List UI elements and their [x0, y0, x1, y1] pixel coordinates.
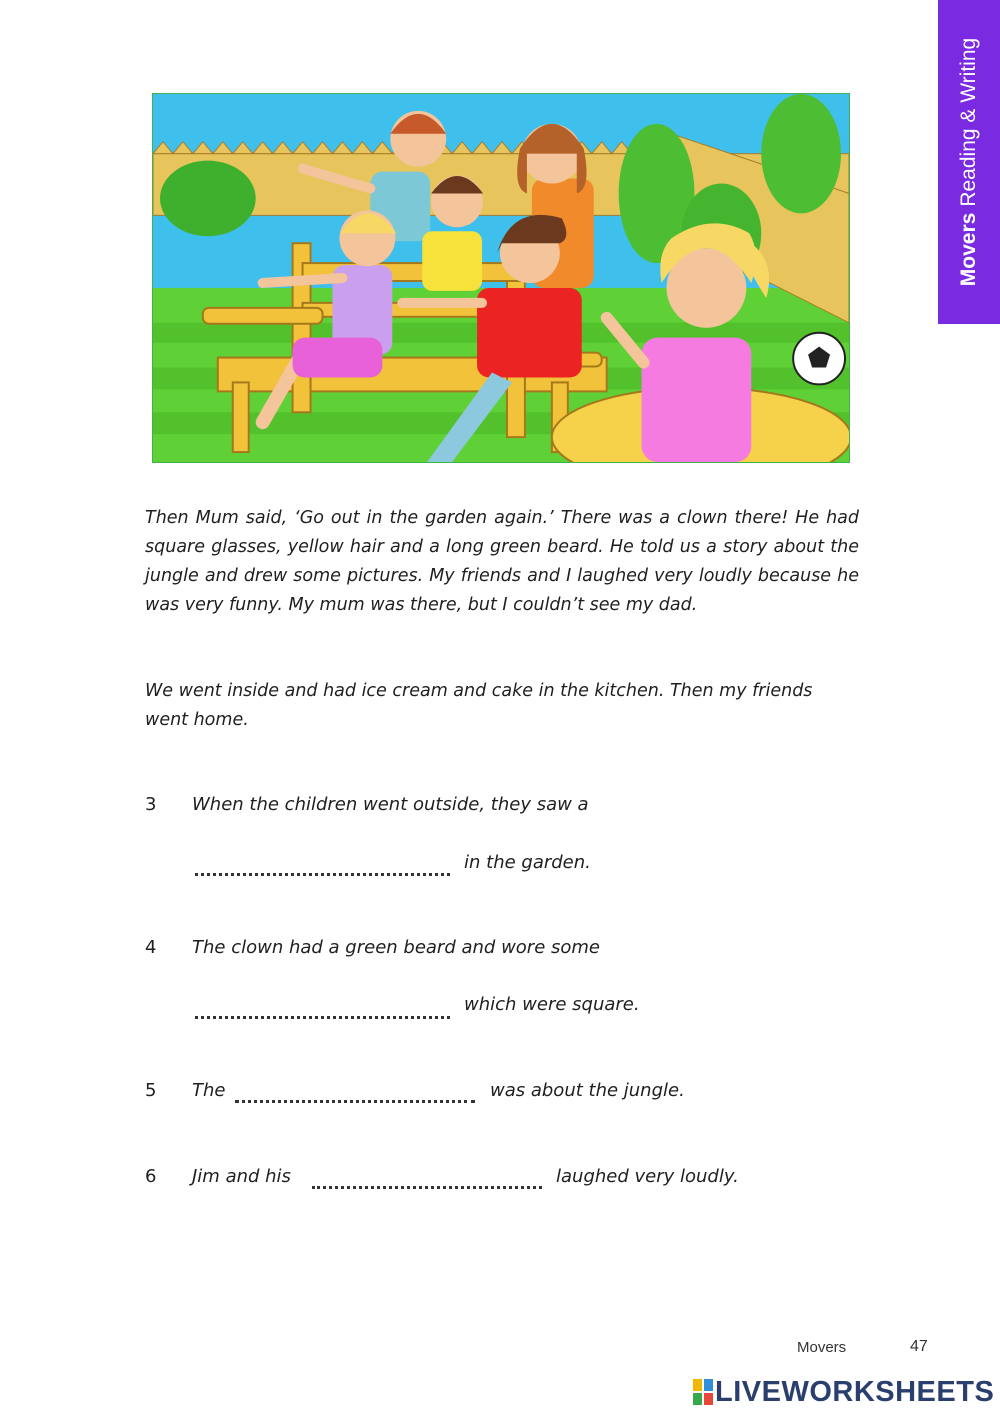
question-6-number: 6 [145, 1166, 157, 1187]
side-tab-text [956, 12, 982, 312]
question-5-answer-blank[interactable] [235, 1099, 475, 1103]
question-6-answer-blank[interactable] [312, 1185, 542, 1189]
question-6-text-before: Jim and his [192, 1166, 291, 1187]
liveworksheets-logo [693, 1376, 993, 1408]
garden-scene-image [153, 94, 849, 462]
question-4-number: 4 [145, 937, 157, 958]
question-5-number: 5 [145, 1080, 157, 1101]
question-6-text-after: laughed very loudly. [556, 1166, 739, 1187]
question-3-text: When the children went outside, they saw a [192, 794, 589, 815]
page-number: 47 [910, 1338, 928, 1355]
side-tab-level: Movers [957, 212, 980, 287]
question-5-text-after: was about the jungle. [490, 1080, 685, 1101]
question-4-text: The clown had a green beard and wore some [192, 937, 600, 958]
side-tab [938, 0, 1000, 324]
question-3-answer-blank[interactable] [195, 872, 450, 876]
story-paragraph-2: We went inside and had ice cream and cake in the kitchen. Then my friends went home. [145, 681, 813, 730]
question-3-number: 3 [145, 794, 157, 815]
question-3-text-after: in the garden. [464, 852, 591, 873]
question-5-text-before: The [192, 1080, 226, 1101]
story-illustration [152, 93, 850, 463]
story-paragraph-1: Then Mum said, ‘Go out in the garden again.’ There was a clown there! He had square glasses, yellow hair and a long green beard. He told us a story about the jungle and drew some pictures. My friends and I laughed very loudly because he was very funny. My mum was there, but I couldn’t see my dad. [145, 508, 859, 615]
side-tab-section: Reading & Writing [957, 37, 980, 207]
liveworksheets-icon [693, 1379, 713, 1405]
question-4-answer-blank[interactable] [195, 1015, 450, 1019]
footer-level-label: Movers [797, 1339, 847, 1356]
liveworksheets-wordmark: LIVEWORKSHEETS [715, 1376, 995, 1408]
question-4-text-after: which were square. [464, 994, 640, 1015]
